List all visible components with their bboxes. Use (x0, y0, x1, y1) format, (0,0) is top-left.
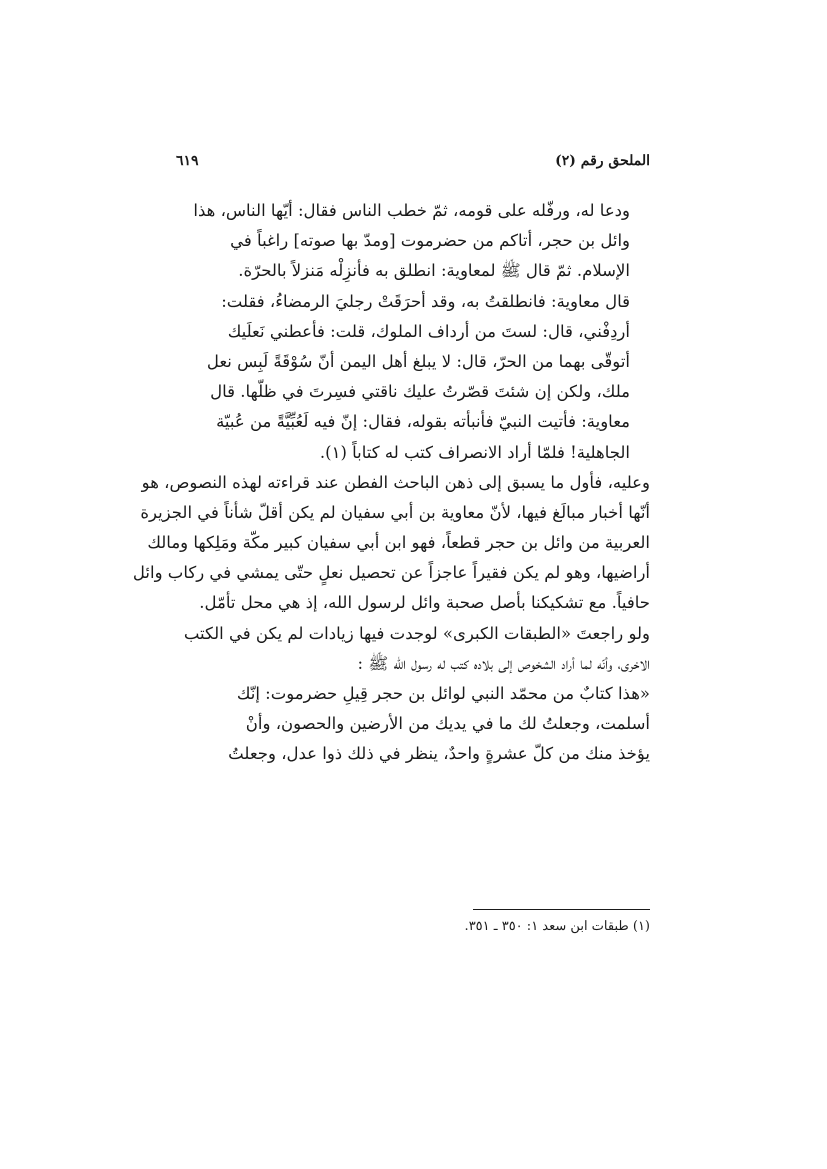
text-line: الاخرى، وأنّه لما أراد الشخوص إلى بلاده كتب له رسول الله ﷺ : (357, 653, 650, 673)
text-line: وعليه، فأول ما يسبق إلى ذهن الباحث الفطن عند قراءته لهذه النصوص، هو (141, 472, 650, 492)
text-line: حافياً. مع تشكيكنا بأصل صحبة وائل لرسول الله، إذ هي محل تأمّل. (199, 593, 650, 613)
footnote-divider (473, 909, 650, 910)
text-line: يؤخذ منك من كلّ عشرةٍ واحدٌ، ينظر في ذلك ذوا عدل، وجعلتُ (228, 744, 650, 764)
quoted-letter (176, 679, 650, 770)
text-line: أسلمت، وجعلتُ لك ما في يديك من الأرضين والحصون، وأنْ (245, 714, 650, 734)
paragraph-1 (132, 468, 650, 619)
text-line: وائل بن حجر، أتاكم من حضرموت [ومدّ بها صوته] راغباً في (230, 231, 630, 251)
text-line: العربية من وائل بن حجر قطعاً، فهو ابن أبي سفيان كبير مكّة ومَلِكها ومالك (147, 533, 650, 553)
text-line: الإسلام. ثمّ قال ﷺ لمعاوية: انطلق به فأنزِلْه مَنزلاً بالحرّة. (238, 261, 630, 281)
text-line: أردِفْني، قال: لستَ من أرداف الملوك، قلت: فأعطني نَعلَيك (227, 321, 630, 341)
header-title: الملحق رقم (٢) (555, 153, 650, 169)
main-text (132, 196, 650, 770)
text-line: قال معاوية: فانطلقتُ به، وقد أحرَقَتْ رجليَ الرمضاءُ، فقلت: (221, 291, 630, 311)
footnote: (١) طبقات ابن سعد ١: ٣٥٠ ـ ٣٥١. (464, 919, 650, 934)
text-line: الجاهلية! فلمّا أراد الانصراف كتب له كتاباً (١). (319, 442, 630, 462)
running-header (176, 153, 650, 179)
text-line: ودعا له، ورفّله على قومه، ثمّ خطب الناس فقال: أيّها الناس، هذا (193, 201, 630, 220)
text-line: ولو راجعتَ «الطبقات الكبرى» لوجدت فيها زيادات لم يكن في الكتب (183, 623, 650, 643)
quoted-narration (176, 196, 630, 468)
text-line: أنّها أخبار مبالَغ فيها، لأنّ معاوية بن أبي سفيان لم يكن أقلّ شأناً في الجزيرة (140, 502, 650, 522)
text-line: «هذا كتابٌ من محمّد النبي لوائل بن حجر قِيلِ حضرموت: إنّك (236, 684, 650, 703)
page-number: ٦١٩ (176, 153, 199, 169)
text-line: معاوية: فأتيت النبيّ فأنبأته بقوله، فقال: إنّ فيه لَعُبِّيَّةً من عُبيّة (216, 412, 630, 432)
text-line: أتوقّى بهما من الحرّ، قال: لا يبلغ أهل اليمن أنّ سُوْقَةً لَبِس نعل (206, 351, 630, 371)
text-line: ملك، ولكن إن شئتَ قصّرتُ عليك ناقتي فسِرتَ في ظلّها. قال (210, 382, 630, 402)
text-line: أراضيها، وهو لم يكن فقيراً عاجزاً عن تحصيل نعلٍ حتّى يمشي في ركاب وائل (132, 563, 650, 583)
paragraph-2 (176, 619, 650, 679)
